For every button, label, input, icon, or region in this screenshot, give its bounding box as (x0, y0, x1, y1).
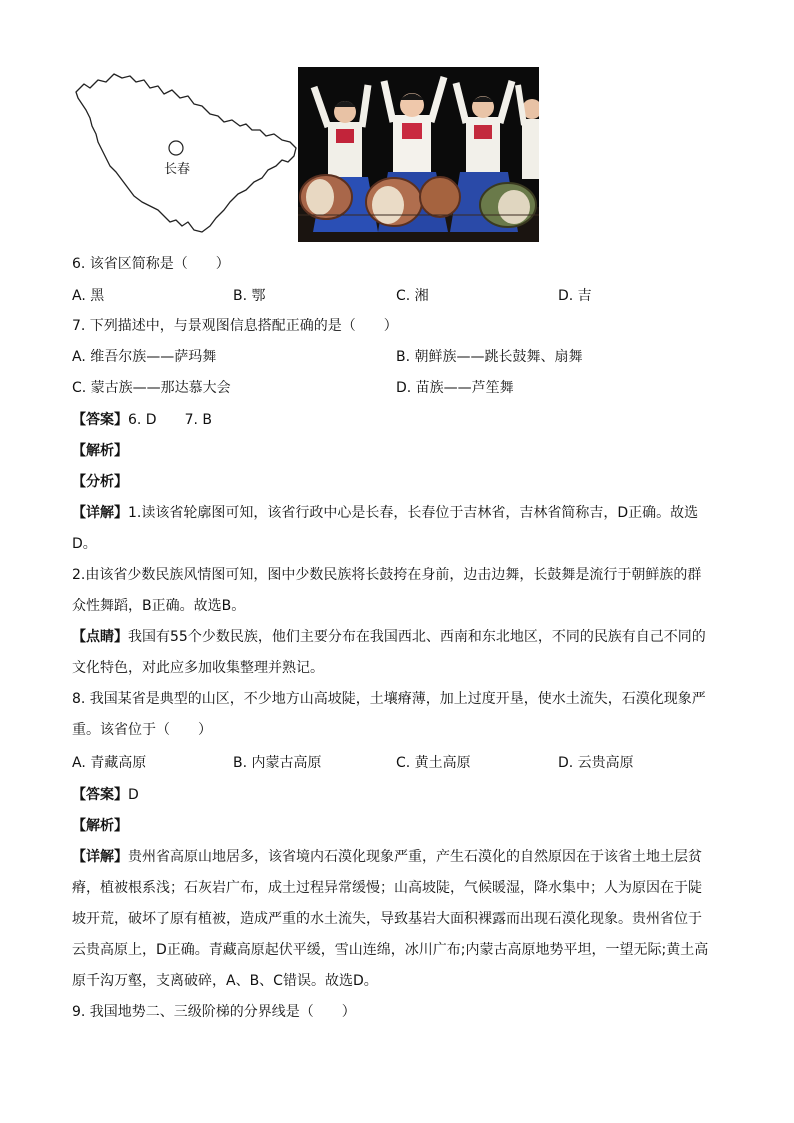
question-6-stem: 6. 该省区简称是（ ） (72, 256, 230, 272)
answer-8 (72, 785, 714, 805)
answer-6-7 (72, 410, 714, 430)
q7-option-a: A. 维吾尔族——萨玛舞 (72, 349, 217, 365)
detail-6-7-paragraph-1 (72, 498, 714, 560)
q8-option-c: C. 黄土高原 (396, 755, 471, 771)
province-outline-svg (70, 70, 302, 240)
q8-option-b: B. 内蒙古高原 (233, 755, 322, 771)
analysis-heading-2: 【解析】 (72, 818, 128, 834)
city-marker-icon (169, 141, 183, 155)
detail-6-7-paragraph-2: 2.由该省少数民族风情图可知，图中少数民族将长鼓挎在身前，边击边舞，长鼓舞是流行于朝鲜族的群众性舞蹈，B正确。故选B。 (72, 567, 702, 614)
q7-option-c: C. 蒙古族——那达慕大会 (72, 380, 231, 396)
question-7-stem: 7. 下列描述中，与景观图信息搭配正确的是（ ） (72, 318, 398, 334)
answer-tag: 【答案】 (72, 412, 128, 428)
q6-option-d: D. 吉 (558, 288, 592, 304)
answer-text: 6. D 7. B (128, 412, 212, 428)
q8-option-a: A. 青藏高原 (72, 755, 147, 771)
dianjing-tag: 【点睛】 (72, 629, 128, 645)
answer-8-tag: 【答案】 (72, 787, 128, 803)
answer-8-text: D (128, 787, 139, 803)
q6-option-c: C. 湘 (396, 288, 429, 304)
city-label: 长春 (164, 162, 191, 177)
detail-8-text: 贵州省高原山地居多，该省境内石漠化现象严重，产生石漠化的自然原因在于该省土地土层贫瘠，植被根系浅；石灰岩广布，成土过程异常缓慢；山高坡陡，气候暖湿，降水集中；人为原因在于陡坡开荒，破坏了原有植被，造成严重的水土流失，导致基岩大面积裸露而出现石漠化现象。贵州省位于云贵高原上，D正确。青藏高原起伏平缓，雪山连绵，冰川广布;内蒙古高原地势平坦，一望无际;黄土高原千沟万壑，支离破碎，A、B、C错误。故选D。 (72, 849, 709, 989)
dianjing-paragraph (72, 622, 714, 684)
q8-option-d: D. 云贵高原 (558, 755, 634, 771)
q6-option-a: A. 黑 (72, 288, 105, 304)
fenxi-heading: 【分析】 (72, 474, 128, 490)
province-outline-map (70, 70, 302, 240)
analysis-heading: 【解析】 (72, 443, 128, 459)
question-9-stem: 9. 我国地势二、三级阶梯的分界线是（ ） (72, 1004, 356, 1020)
q6-option-b: B. 鄂 (233, 288, 266, 304)
detail-6-7-text-1: 1.读该省轮廓图可知，该省行政中心是长春，长春位于吉林省，吉林省简称吉，D正确。故选D。 (72, 505, 699, 552)
korean-drum-dance-photo (298, 67, 539, 242)
q7-option-b: B. 朝鲜族——跳长鼓舞、扇舞 (396, 349, 583, 365)
detail-tag: 【详解】 (72, 505, 128, 521)
q7-option-d: D. 苗族——芦笙舞 (396, 380, 514, 396)
detail-8-tag: 【详解】 (72, 849, 128, 865)
drum-dance-illustration (298, 67, 539, 242)
detail-8-paragraph (72, 842, 714, 997)
question-8-stem: 8. 我国某省是典型的山区，不少地方山高坡陡，土壤瘠薄，加上过度开垦，使水土流失，石漠化现象严重。该省位于（ ） (72, 691, 706, 738)
dianjing-text: 我国有55个少数民族，他们主要分布在我国西北、西南和东北地区，不同的民族有自己不同的文化特色，对此应多加收集整理并熟记。 (72, 629, 706, 676)
